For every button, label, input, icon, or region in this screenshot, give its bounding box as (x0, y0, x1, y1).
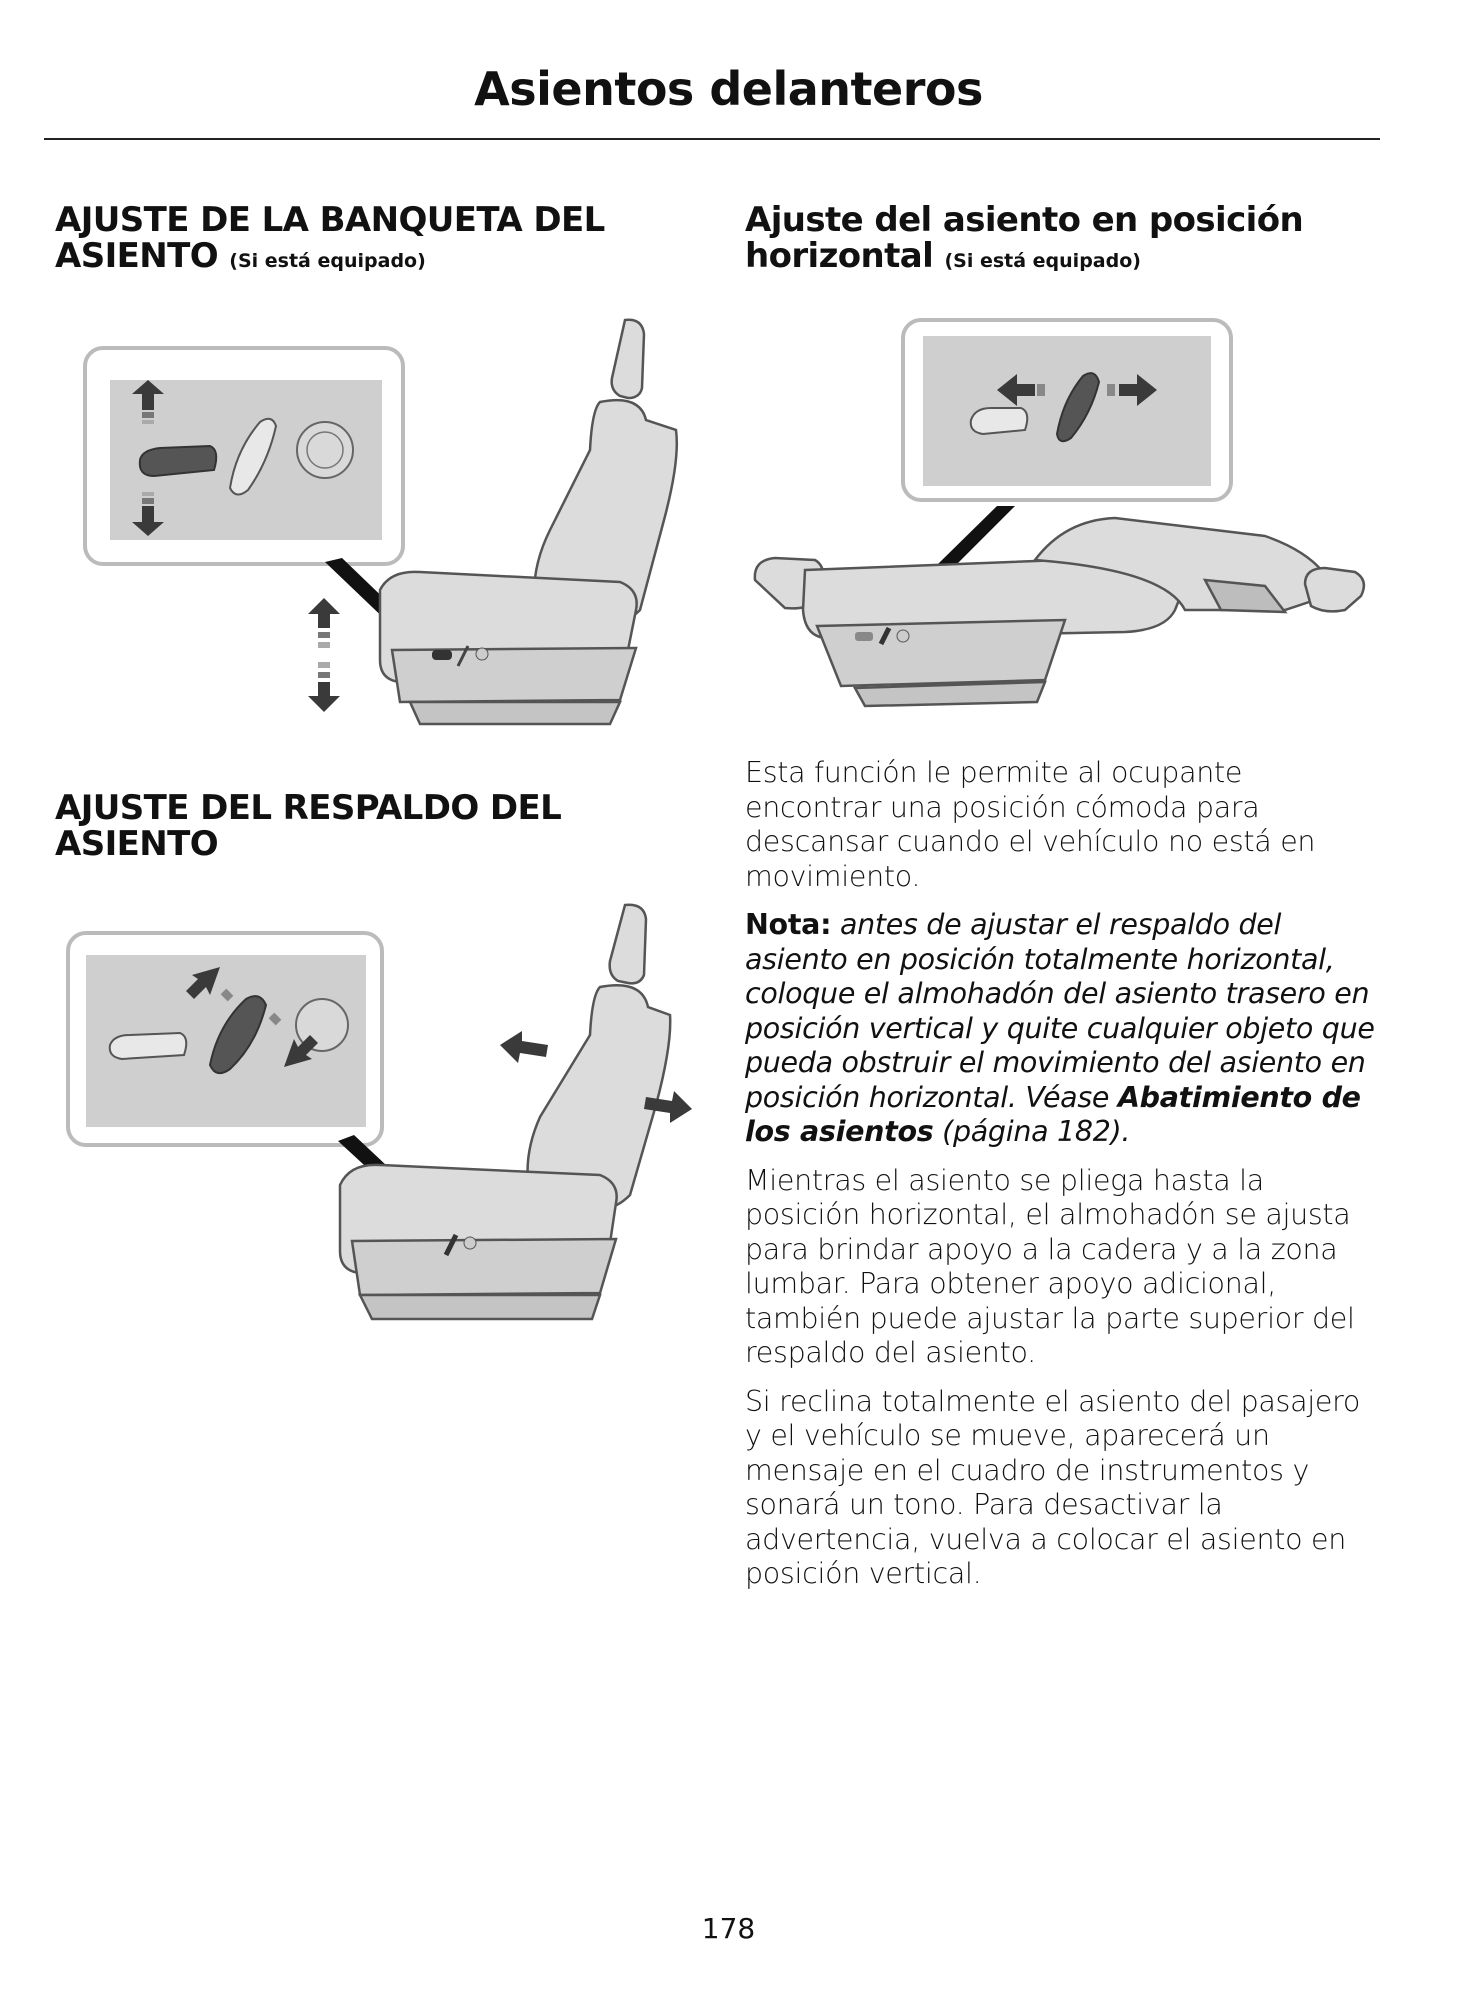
seat-flat-illustration (755, 518, 1364, 706)
cushion-adjust-figure (80, 310, 700, 740)
backrest-forward-arrow-icon (500, 1031, 548, 1063)
flat-position-figure (745, 310, 1385, 730)
title-divider (44, 138, 1380, 140)
page-title: Asientos delanteros (474, 62, 983, 116)
flat-note (745, 908, 1385, 1150)
note-label: Nota: (745, 908, 832, 941)
page-number: 178 (701, 1912, 756, 1945)
flat-switch-inset (903, 320, 1231, 500)
up-down-arrow-icon (308, 598, 340, 712)
flat-paragraph-4: Si reclina totalmente el asiento del pasajero y el vehículo se mueve, aparecerá un mensaje en el cuadro de instrumentos y sonará un tono. Para desactivar la advertencia, vuelva a colocar el asiento en posición vertical. (745, 1384, 1361, 1590)
cushion-switch-inset (85, 348, 403, 564)
cushion-heading-line2: ASIENTO (55, 236, 219, 276)
backrest-heading-line1: AJUSTE DEL RESPALDO DEL (55, 788, 562, 828)
flat-heading-line1: Ajuste del asiento en posición (745, 200, 1304, 240)
backrest-heading (55, 790, 695, 862)
backrest-heading-line2: ASIENTO (55, 824, 219, 864)
cross-reference-link[interactable]: Abatimiento de los asientos (745, 1080, 1361, 1148)
flat-body-text (745, 756, 1385, 1606)
flat-qualifier: (Si está equipado) (944, 250, 1141, 272)
cushion-qualifier: (Si está equipado) (229, 250, 426, 272)
cushion-heading-line1: AJUSTE DE LA BANQUETA DEL (55, 200, 605, 240)
flat-heading (745, 202, 1385, 279)
seat-reclined-illustration (340, 905, 670, 1319)
cushion-heading (55, 202, 695, 279)
flat-paragraph-3: Mientras el asiento se pliega hasta la posición horizontal, el almohadón se ajusta para brindar apoyo a la cadera y a la zona lumbar. Para obtener apoyo adicional, también puede ajustar la parte superior del respaldo del asiento. (745, 1163, 1355, 1369)
seat-upright-illustration (380, 320, 677, 724)
note-text: antes de ajustar el respaldo del asiento en posición totalmente horizontal, coloque el almohadón del asiento trasero en posición vertical y quite cualquier objeto que pueda obstruir el movimiento del asiento en posición horizontal. Véase (745, 908, 1375, 1114)
cross-reference-page: (página 182). (942, 1115, 1131, 1148)
flat-heading-line2: horizontal (745, 236, 934, 276)
backrest-switch-inset (68, 933, 382, 1145)
flat-paragraph-1: Esta función le permite al ocupante encontrar una posición cómoda para descansar cuando el vehículo no está en movimiento. (745, 756, 1316, 893)
backrest-adjust-figure (60, 895, 700, 1335)
